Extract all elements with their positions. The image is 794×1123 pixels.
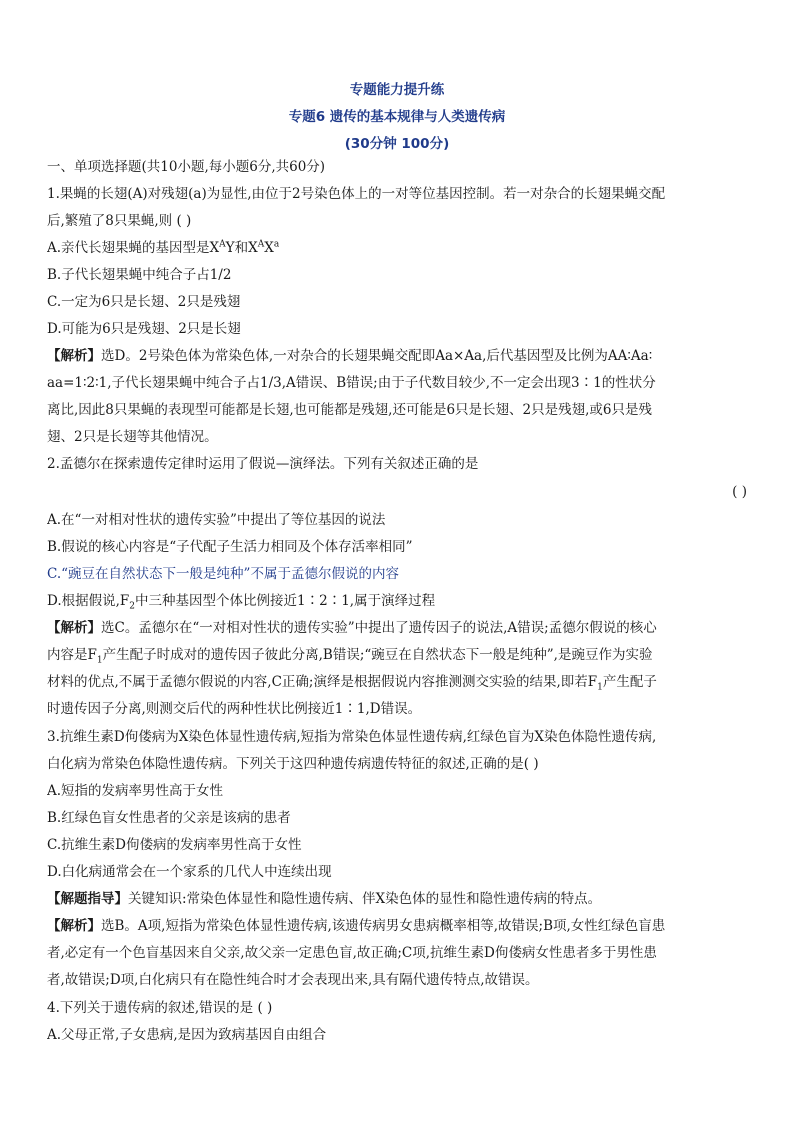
q2-analysis-line2: 内容是$F_1$产生配子时成对的遗传因子彼此分离,B错误;“豌豆在自然状态下一般是纯种”,是豌豆作为实验 <box>47 647 653 665</box>
q3-analysis-line2: 者,必定有一个色盲基因来自父亲,故父亲一定患色盲,故正确;C项,抗维生素D佝偻病女性患者多于男性患 <box>47 945 657 961</box>
time-score: (30分钟 100分) <box>344 136 450 152</box>
series-title: 专题能力提升练 <box>349 82 445 98</box>
q3-analysis-line1: 【解析】选B。A项,短指为常染色体显性遗传病,该遗传病男女患病概率相等,故错误;B项,女性红绿色盲患 <box>47 918 666 934</box>
q1-option-a: A.亲代长翅果蝇的基因型是$X^AY$和$X^AX^a$ <box>47 239 280 256</box>
q1-option-b: B.子代长翅果蝇中纯合子占1/2 <box>47 267 232 283</box>
q2-option-d: D.根据假说$,F_2$中三种基因型个体比例接近1∶2∶1,属于演绎过程 <box>47 593 436 611</box>
analysis-tag: 【解析】 <box>47 620 101 636</box>
q4-stem-line1: 4.下列关于遗传病的叙述,错误的是 ( ) <box>47 1000 273 1016</box>
q3-guide: 【解题指导】关键知识:常染色体显性和隐性遗传病、伴X染色体的显性和隐性遗传病的特点。 <box>47 891 602 907</box>
q2-answer-paren: ( ) <box>732 484 747 500</box>
q3-stem-line2: 白化病为常染色体隐性遗传病。下列关于这四种遗传病遗传特征的叙述,正确的是( ) <box>47 756 539 772</box>
analysis-tag: 【解析】 <box>47 918 101 934</box>
guide-tag: 【解题指导】 <box>47 891 128 907</box>
q1-analysis-line1: 【解析】选D。2号染色体为常染色体,一对杂合的长翅果蝇交配即Aa×Aa,后代基因型及比例为AA∶Aa∶ <box>47 348 653 364</box>
page-title: 专题6 遗传的基本规律与人类遗传病 <box>288 109 506 125</box>
q2-option-b: B.假说的核心内容是“子代配子生活力相同及个体存活率相同” <box>47 539 413 555</box>
q2-analysis-line4: 时遗传因子分离,则测交后代的两种性状比例接近1∶1,D错误。 <box>47 701 422 717</box>
analysis-tag: 【解析】 <box>47 348 101 364</box>
q2-analysis-line3: 材料的优点,不属于孟德尔假说的内容,C正确;演绎是根据假说内容推测测交实验的结果,即若$F_1$产生配子 <box>47 674 657 692</box>
q2-analysis-line1: 【解析】选C。孟德尔在“一对相对性状的遗传实验”中提出了遗传因子的说法,A错误;孟德尔假说的核心 <box>47 620 657 636</box>
q3-stem-line1: 3.抗维生素D佝偻病为X染色体显性遗传病,短指为常染色体显性遗传病,红绿色盲为X染色体隐性遗传病, <box>47 729 657 745</box>
q1-analysis-line4: 翅、2只是长翅等其他情况。 <box>47 429 218 445</box>
q4-option-a: A.父母正常,子女患病,是因为致病基因自由组合 <box>47 1027 327 1043</box>
section-heading: 一、单项选择题(共10小题,每小题6分,共60分) <box>47 159 326 175</box>
q3-option-d: D.白化病通常会在一个家系的几代人中连续出现 <box>47 864 332 880</box>
q3-option-b: B.红绿色盲女性患者的父亲是该病的患者 <box>47 810 291 826</box>
q1-analysis-line2: aa=1∶2∶1,子代长翅果蝇中纯合子占1/3,A错误、B错误;由于子代数目较少,不一定会出现3∶1的性状分 <box>47 375 656 391</box>
q1-stem-line2: 后,繁殖了8只果蝇,则 ( ) <box>47 213 192 229</box>
q2-option-a: A.在“一对相对性状的遗传实验”中提出了等位基因的说法 <box>47 512 386 528</box>
q3-option-a: A.短指的发病率男性高于女性 <box>47 783 224 799</box>
q1-option-c: C.一定为6只是长翅、2只是残翅 <box>47 294 241 310</box>
q3-option-c: C.抗维生素D佝偻病的发病率男性高于女性 <box>47 837 302 853</box>
q2-stem-line1: 2.孟德尔在探索遗传定律时运用了假说—演绎法。下列有关叙述正确的是 <box>47 456 479 472</box>
q1-analysis-line3: 离比,因此8只果蝇的表现型可能都是长翅,也可能都是残翅,还可能是6只是长翅、2只是残翅,或6只是残 <box>47 402 653 418</box>
q3-analysis-line3: 者,故错误;D项,白化病只有在隐性纯合时才会表现出来,具有隔代遗传特点,故错误。 <box>47 972 539 988</box>
q1-option-d: D.可能为6只是残翅、2只是长翅 <box>47 321 241 337</box>
q2-option-c: C.“豌豆在自然状态下一般是纯种”不属于孟德尔假说的内容 <box>47 566 399 582</box>
q1-stem-line1: 1.果蝇的长翅(A)对残翅(a)为显性,由位于2号染色体上的一对等位基因控制。若一对杂合的长翅果蝇交配 <box>47 186 666 202</box>
